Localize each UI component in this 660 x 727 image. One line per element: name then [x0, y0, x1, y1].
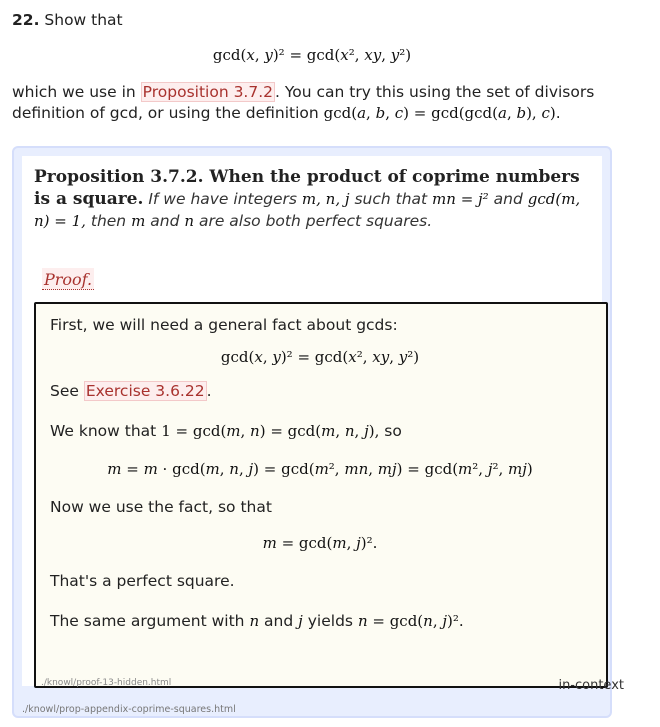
proof-paragraph-1: First, we will need a general fact about gcds: — [50, 316, 398, 334]
proof-p5-var-n: 𝑛 — [249, 612, 260, 630]
stmt-vars: 𝑚, 𝑛, 𝑗 — [301, 190, 350, 208]
proof-paragraph-4: That's a perfect square. — [50, 572, 235, 590]
proof-know-equation: 1 = gcd(𝑚, 𝑛) = gcd(𝑚, 𝑛, 𝑗), — [161, 422, 380, 440]
proof-p5-text-c: yields — [307, 612, 353, 630]
proof-p5-text-b: and — [264, 612, 294, 630]
proof-p5-var-j: 𝑗 — [298, 612, 303, 630]
exercise-display-equation: gcd(𝑥, 𝑦)² = gcd(𝑥², 𝑥𝑦, 𝑦²) — [212, 46, 412, 64]
in-context-link[interactable]: in-context — [558, 678, 624, 693]
proof-body — [50, 314, 590, 632]
exercise-text-b: . You can try this using the set of divisors definition of gcd, or using the definition — [12, 83, 595, 122]
proposition-title: Proposition 3.7.2. When the product of coprime numbers is a square. — [34, 167, 580, 209]
proposition-text — [34, 166, 590, 232]
exercise-inline-equation: gcd(𝑎, 𝑏, 𝑐) = gcd(gcd(𝑎, 𝑏), 𝑐) — [323, 104, 556, 122]
exercise-lead: Show that — [44, 11, 123, 29]
proposition-link[interactable]: Proposition 3.7.2 — [142, 83, 274, 101]
stmt-cond-product: 𝑚𝑛 = 𝑗² — [432, 190, 489, 208]
exercise-link[interactable]: Exercise 3.6.22 — [85, 382, 205, 400]
stmt-text-e: and — [150, 212, 180, 230]
proof-see-line — [50, 380, 590, 402]
exercise-22 — [12, 10, 612, 124]
proof-p5-text-a: The same argument with — [50, 612, 245, 630]
proof-know-text-b: so — [384, 422, 402, 440]
stmt-cond-gcd: gcd(𝑚, 𝑛) = 1, — [34, 190, 581, 230]
spacer — [50, 402, 590, 420]
proof-p5-equation: 𝑛 = gcd(𝑛, 𝑗)². — [357, 612, 464, 630]
exercise-body — [12, 82, 612, 124]
stmt-text-a: If we have integers — [148, 190, 297, 208]
proof-see-end: . — [206, 382, 212, 400]
proof-equation-2: 𝑚 = 𝑚 · gcd(𝑚, 𝑛, 𝑗) = gcd(𝑚², 𝑚𝑛, 𝑚𝑗) = gcd(𝑚², 𝑗², 𝑚𝑗) — [107, 460, 533, 478]
stmt-var-m: 𝑚 — [131, 212, 146, 230]
proof-paragraph-3: Now we use the fact, so that — [50, 498, 272, 516]
proof-equation-3: 𝑚 = gcd(𝑚, 𝑗)². — [262, 534, 378, 552]
proof-equation-1: gcd(𝑥, 𝑦)² = gcd(𝑥², 𝑥𝑦, 𝑦²) — [220, 348, 420, 366]
proof-see-text: See — [50, 382, 79, 400]
exercise-heading — [12, 10, 612, 31]
proof-know-text-a: We know that — [50, 422, 157, 440]
stmt-text-f: are also both perfect squares. — [198, 212, 433, 230]
spacer — [50, 592, 590, 610]
proposition-content — [22, 156, 602, 686]
exercise-number: 22. — [12, 11, 40, 29]
stmt-text-b: such that — [354, 190, 428, 208]
proposition-knowl — [12, 146, 612, 718]
stmt-text-c: and — [493, 190, 523, 208]
stmt-text-d: then — [90, 212, 127, 230]
proposition-source-url: ./knowl/prop-appendix-coprime-squares.html — [22, 704, 236, 715]
proof-source-url: ./knowl/proof-13-hidden.html — [41, 678, 172, 688]
proof-toggle-link[interactable]: Proof. — [44, 270, 93, 289]
exercise-text-a: which we use in — [12, 83, 136, 101]
proof-knowl — [34, 302, 608, 688]
stmt-var-n: 𝑛 — [184, 212, 195, 230]
proof-paragraph-2 — [50, 420, 590, 442]
proof-paragraph-5 — [50, 610, 590, 632]
exercise-text-c: . — [555, 104, 561, 122]
